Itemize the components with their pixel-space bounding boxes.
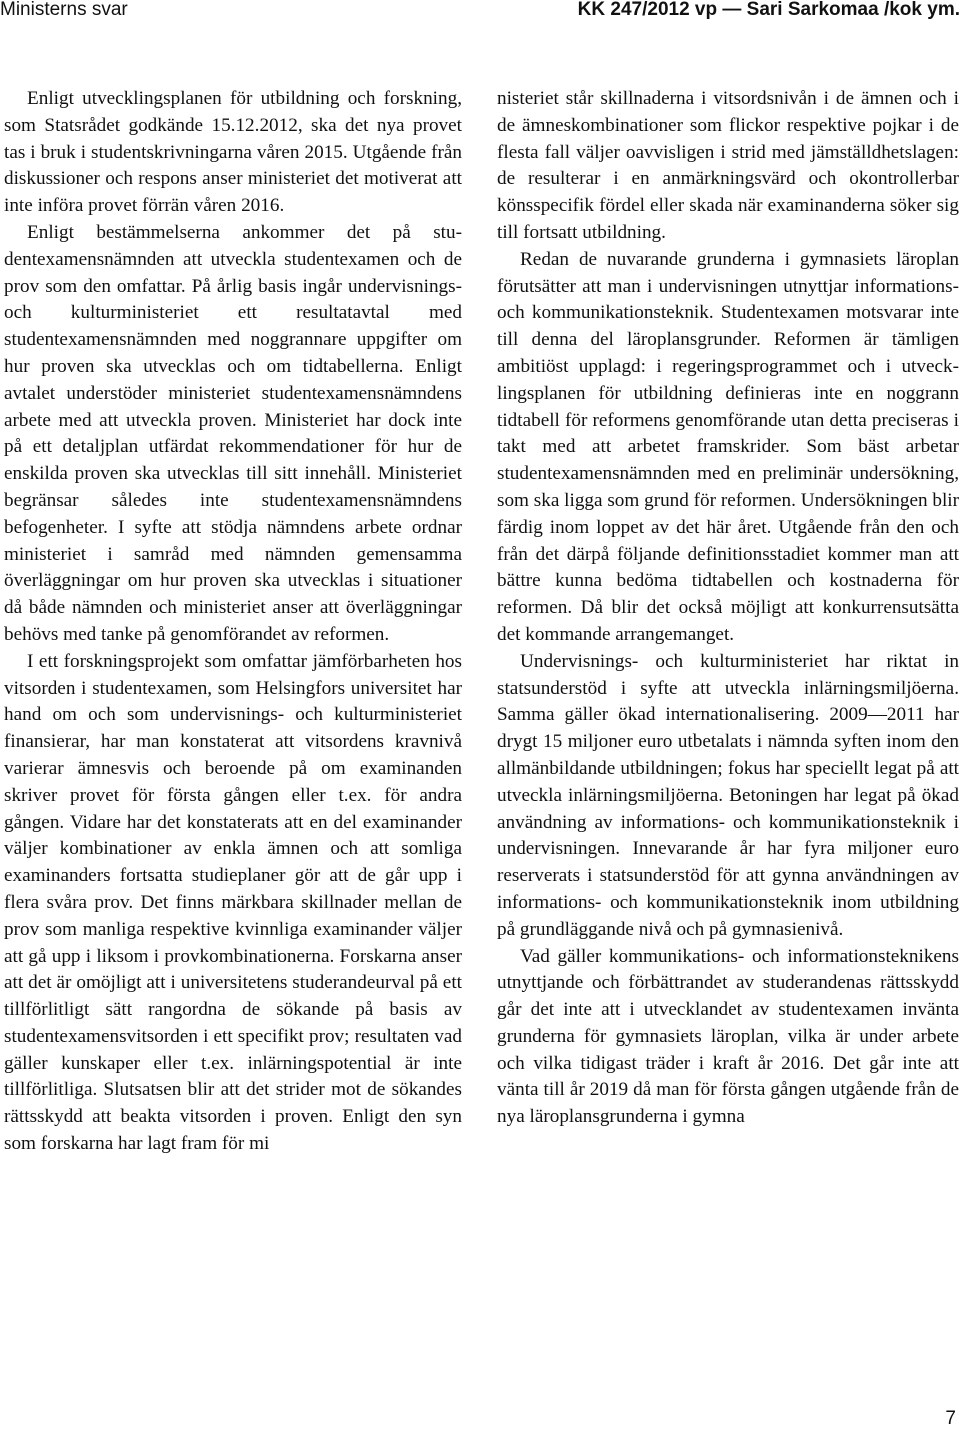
header-section-title: Ministerns svar xyxy=(0,0,128,20)
body-paragraph: Undervisnings- och kulturministeriet har riktat in statsunderstöd i syfte att utveckla inlärningsmiljöerna. Samma gäller ökad internationalisering. 2009—2011 har drygt 15 miljoner euro utbetalats i nämnda syften inom den allmänbildande utbildningen; fokus har speciellt legat på att utveckla inlärningsmiljöerna. Betoningen har legat på ökad användning av informations- och kommunikationsteknik i undervisningen. Innevarande år har fyra miljoner euro reserverats i statsunderstöd för att gynna användningen av informations- och kommunikationsteknik inom utbildning på grundläggande nivå och på gymnasienivå. xyxy=(497,650,959,940)
body-paragraph: I ett forskningsprojekt som omfattar jämförbarheten hos vitsorden i studentexamen, som Helsingfors universitet har hand om och som undervisnings- och kulturministeriet finansierar, har man konstaterat att vitsordens kravnivå varierar ämnesvis och beroende på om examinanden skriver provet för första gången eller t.ex. för andra gången. Vidare har det konstaterats att en del examinander väljer kombinationer av enkla ämnen och att somliga examinanders fortsatta studieplaner gör att de går upp i flera svåra prov. Det finns märkbara skillnader mellan de prov som manliga respektive kvinnliga examinander väljer att gå upp i liksom i provkombinationerna. Forskarna anser att det är omöjligt att i universitetens studerandeurval på ett tillförlitligt sätt rangordna de sökande på basis av studentexamensvitsorden i ett specifikt prov; resultaten vad gäller kunskaper eller t.ex. inlärningspotential är inte tillförlitliga. Slutsatsen blir att det strider mot de sökandes rättsskydd att beakta vitsorden i proven. Enligt den syn som forskarna har lagt fram för mi xyxy=(4,650,462,1155)
left-column xyxy=(4,86,462,1158)
body-paragraph: Enligt utvecklingsplanen för utbildning och forskning, som Statsrådet godkände 15.12.2012, ska det nya provet tas i bruk i studentskrivningarna våren 2015. Utgående från diskussioner och respons anser ministeriet det motiverat att inte införa provet förrän våren 2016. xyxy=(4,88,462,217)
body-paragraph: nisteriet står skillnaderna i vitsordsnivån i de ämnen och i de ämneskombinationer som flickor respektive pojkar i de flesta fall väljer oavvisligen i strid med jämställdhetslagen: de resulterar i en anmärkningsvärd och okontrollerbar könsspecifik fördel eller skada när examinanderna söker sig till fortsatt utbildning. xyxy=(497,88,959,243)
right-column xyxy=(497,86,959,1131)
page-number: 7 xyxy=(945,1408,956,1429)
page-header xyxy=(0,0,960,28)
body-paragraph: Vad gäller kommunikations- och informationsteknikens utnyttjande och förbättrandet av studerandenas rättsskydd går det inte att i utvecklandet av studentexamen invänta grunderna för gymnasiets läroplan, vilka är under arbete och vilka tidigast träder i kraft år 2016. Det går inte att vänta till år 2019 då man för första gången utgående från de nya läroplansgrunderna i gymna xyxy=(497,945,959,1128)
body-paragraph: Enligt bestämmelserna ankommer det på studentexamensnämnden att utveckla studentexamen och de prov som den omfattar. På årlig basis ingår undervisnings- och kulturministeriet ett resultatavtal med studentexamensnämnden med noggrannare uppgifter om hur proven ska utvecklas och om tidtabellerna. Enligt avtalet understöder ministeriet studentexamensnämndens arbete med att utveckla proven. Ministeriet har dock inte på ett detaljplan utfärdat rekommendationer för hur de enskilda proven ska utvecklas till sitt innehåll. Ministeriet begränsar således inte studentexamensnämndens befogenheter. I syfte att stödja nämndens arbete ordnar ministeriet i samråd med nämnden gemensamma överläggningar om hur proven ska utvecklas i situationer då både nämnden och ministeriet anser att överläggningar behövs med tanke på genomförandet av reformen. xyxy=(4,221,462,645)
body-paragraph: Redan de nuvarande grunderna i gymnasiets läroplan förutsätter att man i undervisningen utnyttjar informations- och kommunikationsteknik. Studentexamen motsvarar inte till denna del läroplansgrunder. Reformen är tämligen ambitiöst upplagd: i regeringsprogrammet och i utvecklingsplanen för utbildning definieras inte en noggrann tidtabell för reformens genomförande utan detta preciseras i takt med att arbetet framskrider. Som bäst arbetar studentexamensnämnden med en preliminär undersökning, som ska ligga som grund för reformen. Undersökningen blir färdig inom loppet av det här året. Utgående från den och från det därpå följande definitionsstadiet kommer man att bättre kunna bedöma tidtabellen och kostnaderna för reformen. Då blir det också möjligt att konkurrensutsätta det kommande arrangemanget. xyxy=(497,248,960,645)
header-document-reference: KK 247/2012 vp — Sari Sarkomaa /kok ym. xyxy=(577,0,960,20)
